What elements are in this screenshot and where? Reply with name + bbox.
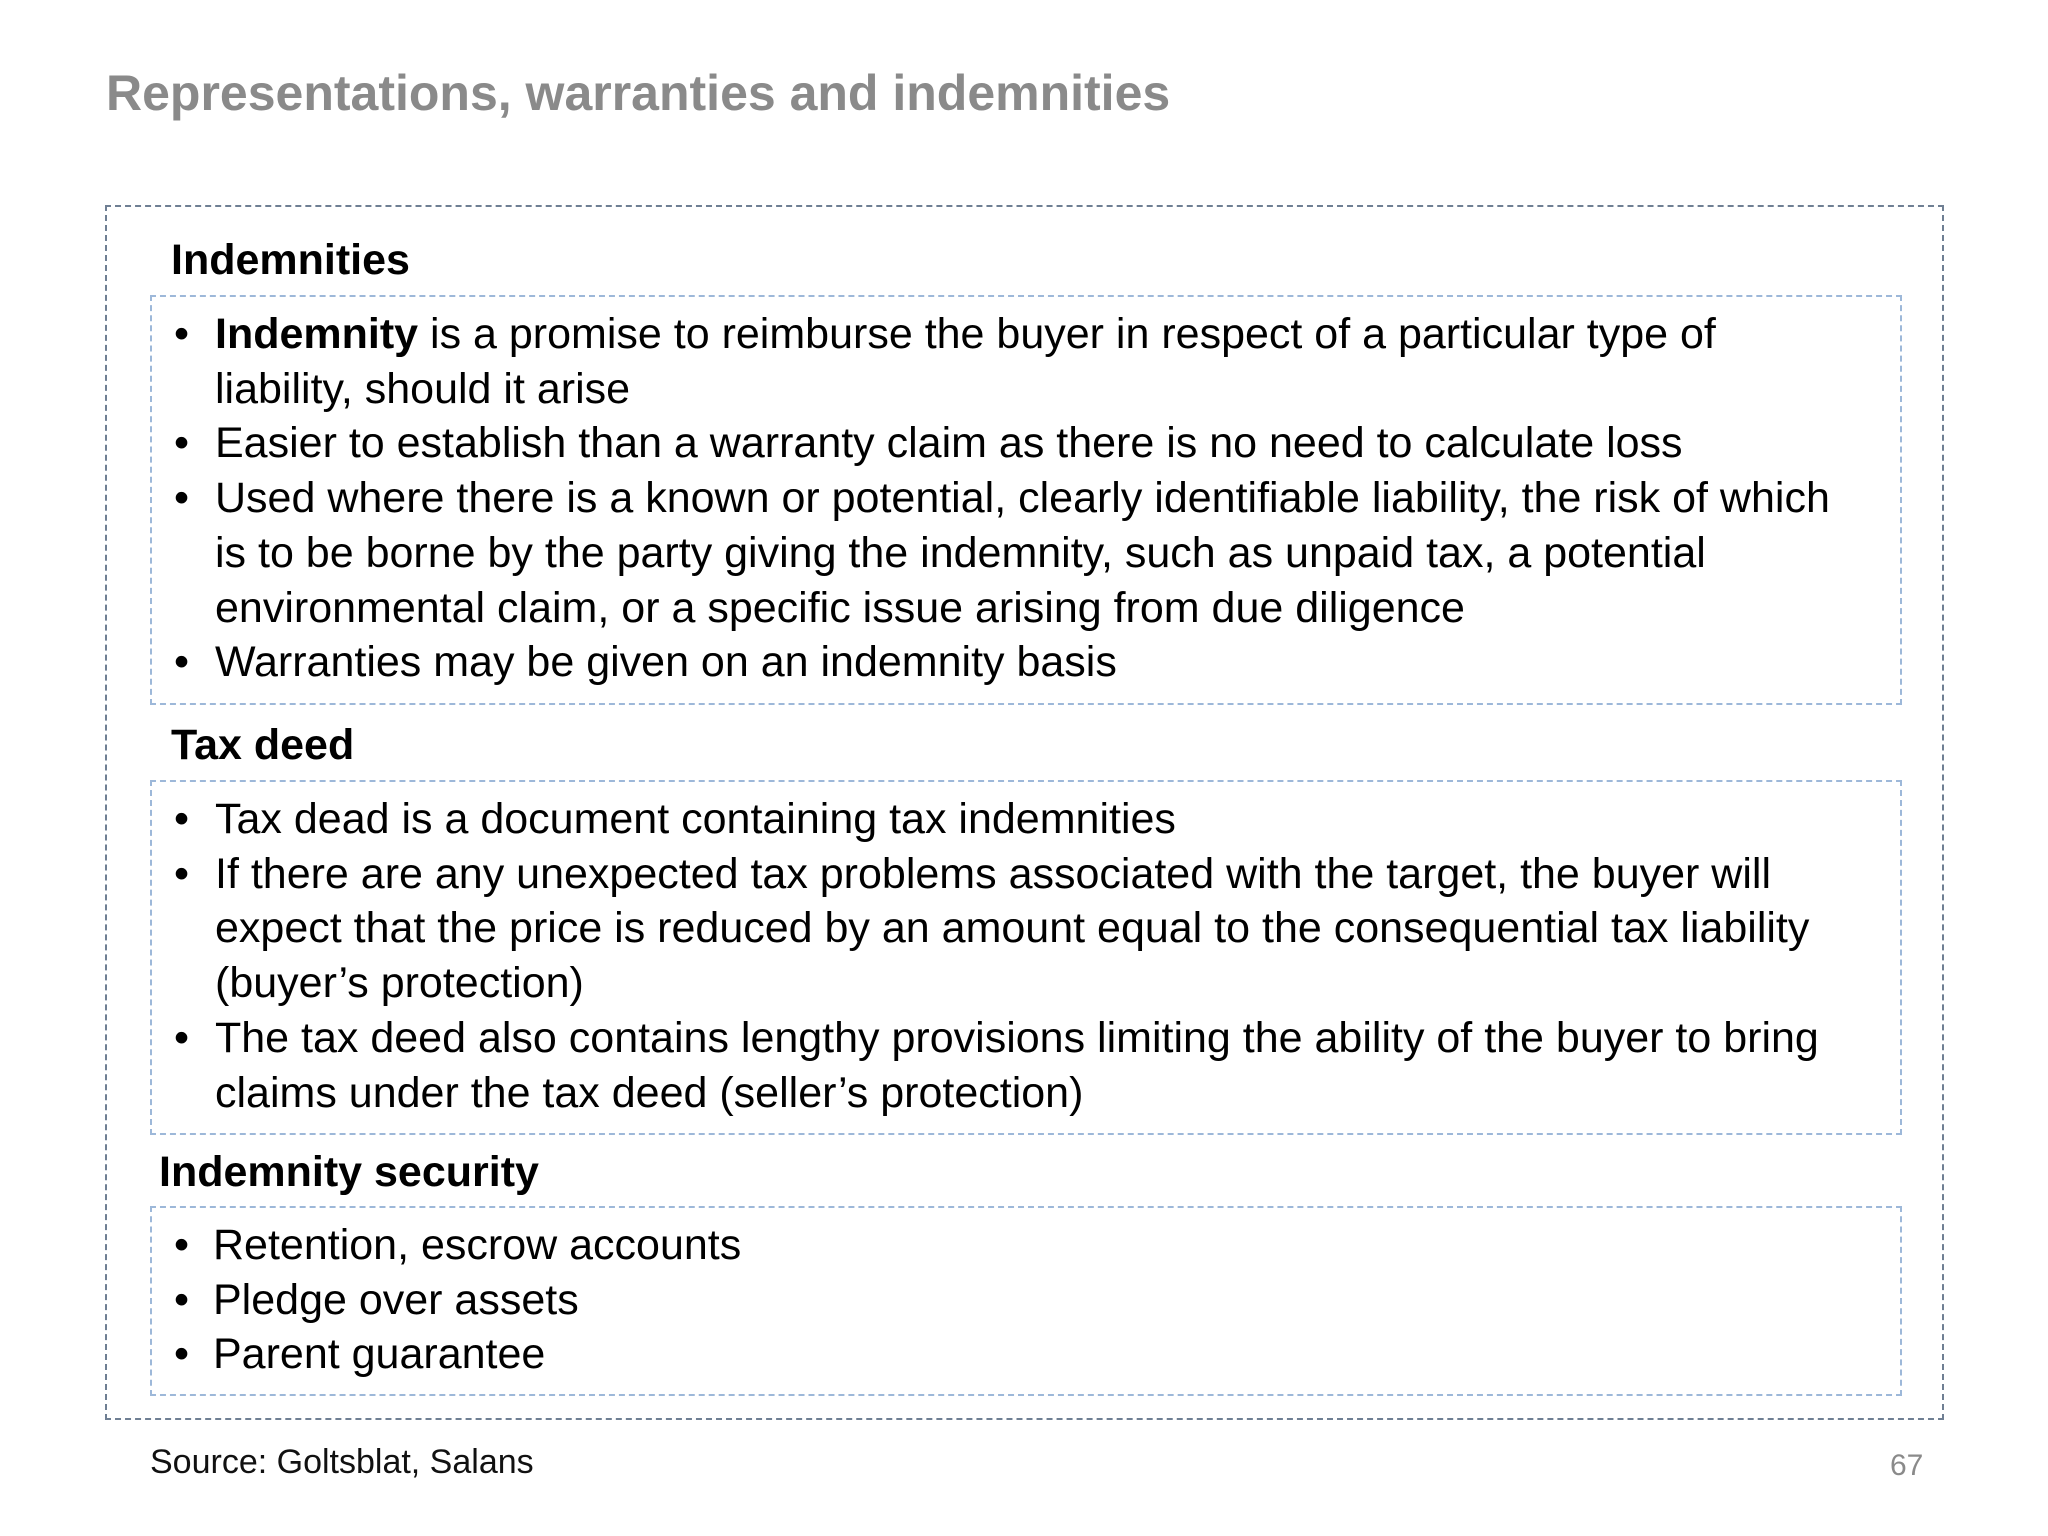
bullet-item	[174, 471, 1860, 635]
bullet-text: Pledge over assets	[213, 1275, 579, 1324]
bullet-item	[174, 1273, 1860, 1328]
source-note: Source: Goltsblat, Salans	[150, 1443, 534, 1481]
indemnity-security-bullet-list	[174, 1218, 1860, 1382]
bullet-item	[174, 307, 1860, 416]
page-number: 67	[1890, 1449, 1924, 1482]
bullet-lead-term: Indemnity	[215, 310, 419, 358]
bullet-item	[174, 847, 1860, 1011]
indemnities-box	[150, 295, 1902, 705]
indemnity-security-box	[150, 1206, 1902, 1396]
bullet-text: is a promise to reimburse the buyer in respect of a particular type of liability, should it arise	[215, 310, 1716, 413]
bullet-text: Retention, escrow accounts	[213, 1221, 742, 1269]
bullet-item	[174, 1327, 1860, 1382]
indemnities-bullet-list	[174, 307, 1860, 690]
bullet-item	[174, 416, 1860, 471]
tax-deed-box	[150, 780, 1902, 1135]
bullet-text: Warranties may be given on an indemnity basis	[215, 638, 1117, 687]
bullet-item	[174, 792, 1860, 847]
bullet-item	[174, 1218, 1860, 1273]
bullet-text: Parent guarantee	[213, 1330, 546, 1379]
bullet-item	[174, 1011, 1860, 1120]
bullet-text: Used where there is a known or potential, clearly identifiable liability, the risk of which is to be borne by the party giving the indemnity, such as unpaid tax, a potential environmental claim, or a specific issue arising from due diligence	[215, 474, 1830, 632]
bullet-item	[174, 635, 1860, 690]
slide-title: Representations, warranties and indemnities	[106, 65, 1171, 121]
tax-deed-bullet-list	[174, 792, 1860, 1120]
section-heading-tax-deed: Tax deed	[171, 721, 355, 769]
section-heading-indemnities: Indemnities	[171, 236, 410, 284]
section-heading-indemnity-security: Indemnity security	[159, 1148, 539, 1196]
bullet-text: The tax deed also contains lengthy provisions limiting the ability of the buyer to bring claims under the tax deed (seller’s protection)	[215, 1013, 1819, 1117]
bullet-text: If there are any unexpected tax problems associated with the target, the buyer will expect that the price is reduced by an amount equal to the consequential tax liability (buyer’s protection)	[215, 849, 1810, 1008]
bullet-text: Easier to establish than a warranty claim as there is no need to calculate loss	[215, 419, 1683, 468]
bullet-text: Tax dead is a document containing tax indemnities	[215, 795, 1176, 843]
